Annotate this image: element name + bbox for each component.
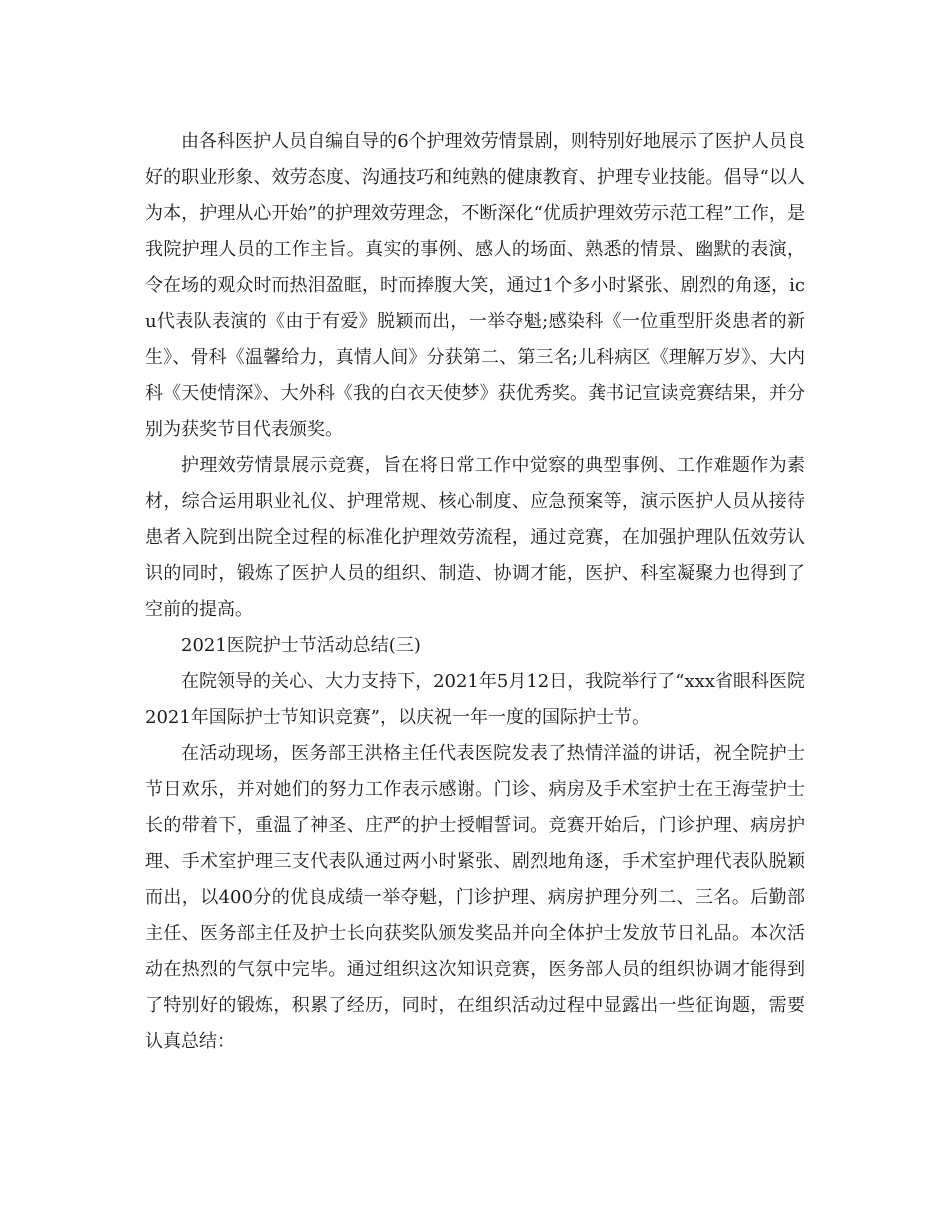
paragraph-drama-results: 由各科医护人员自编自导的6个护理效劳情景剧，则特别好地展示了医护人员良好的职业形象、效劳态度、沟通技巧和纯熟的健康教育、护理专业技能。倡导“以人为本，护理从心开始”的护理效劳理念，不断深化“优质护理效劳示范工程”工作，是我院护理人员的工作主旨。真实的事例、感人的场面、熟悉的情景、幽默的表演，令在场的观众时而热泪盈眶，时而捧腹大笑，通过1个多小时紧张、剧烈的角逐，icu代表队表演的《由于有爱》脱颖而出，一举夺魁;感染科《一位重型肝炎患者的新生》、骨科《温馨给力，真情人间》分获第二、第三名;儿科病区《理解万岁》、大内科《天使情深》、大外科《我的白衣天使梦》获优秀奖。龚书记宣读竞赛结果，并分别为获奖节目代表颁奖。 xyxy=(145,131,805,440)
document-body xyxy=(145,124,805,1060)
paragraph-knowledge-contest: 在院领导的关心、大力支持下，2021年5月12日，我院举行了“xxx省眼科医院2021年国际护士节知识竞赛”，以庆祝一年一度的国际护士节。 xyxy=(145,671,805,728)
paragraph-competition-purpose: 护理效劳情景展示竞赛，旨在将日常工作中觉察的典型事例、工作难题作为素材，综合运用职业礼仪、护理常规、核心制度、应急预案等，演示医护人员从接待患者入院到出院全过程的标准化护理效劳流程，通过竞赛，在加强护理队伍效劳认识的同时，锻炼了医护人员的组织、制造、协调才能，医护、科室凝聚力也得到了空前的提高。 xyxy=(145,455,805,620)
section-heading: 2021医院护士节活动总结(三) xyxy=(181,635,421,656)
paragraph-event-scene: 在活动现场，医务部王洪格主任代表医院发表了热情洋溢的讲话，祝全院护士节日欢乐，并对她们的努力工作表示感谢。门诊、病房及手术室护士在王海莹护士长的带着下，重温了神圣、庄严的护士授帽誓词。竞赛开始后，门诊护理、病房护理、手术室护理三支代表队通过两小时紧张、剧烈地角逐，手术室护理代表队脱颖而出，以400分的优良成绩一举夺魁，门诊护理、病房护理分列二、三名。后勤部主任、医务部主任及护士长向获奖队颁发奖品并向全体护士发放节日礼品。本次活动在热烈的气氛中完毕。通过组织这次知识竞赛，医务部人员的组织协调才能得到了特别好的锻炼，积累了经历，同时，在组织活动过程中显露出一些征询题，需要认真总结： xyxy=(145,743,805,1052)
